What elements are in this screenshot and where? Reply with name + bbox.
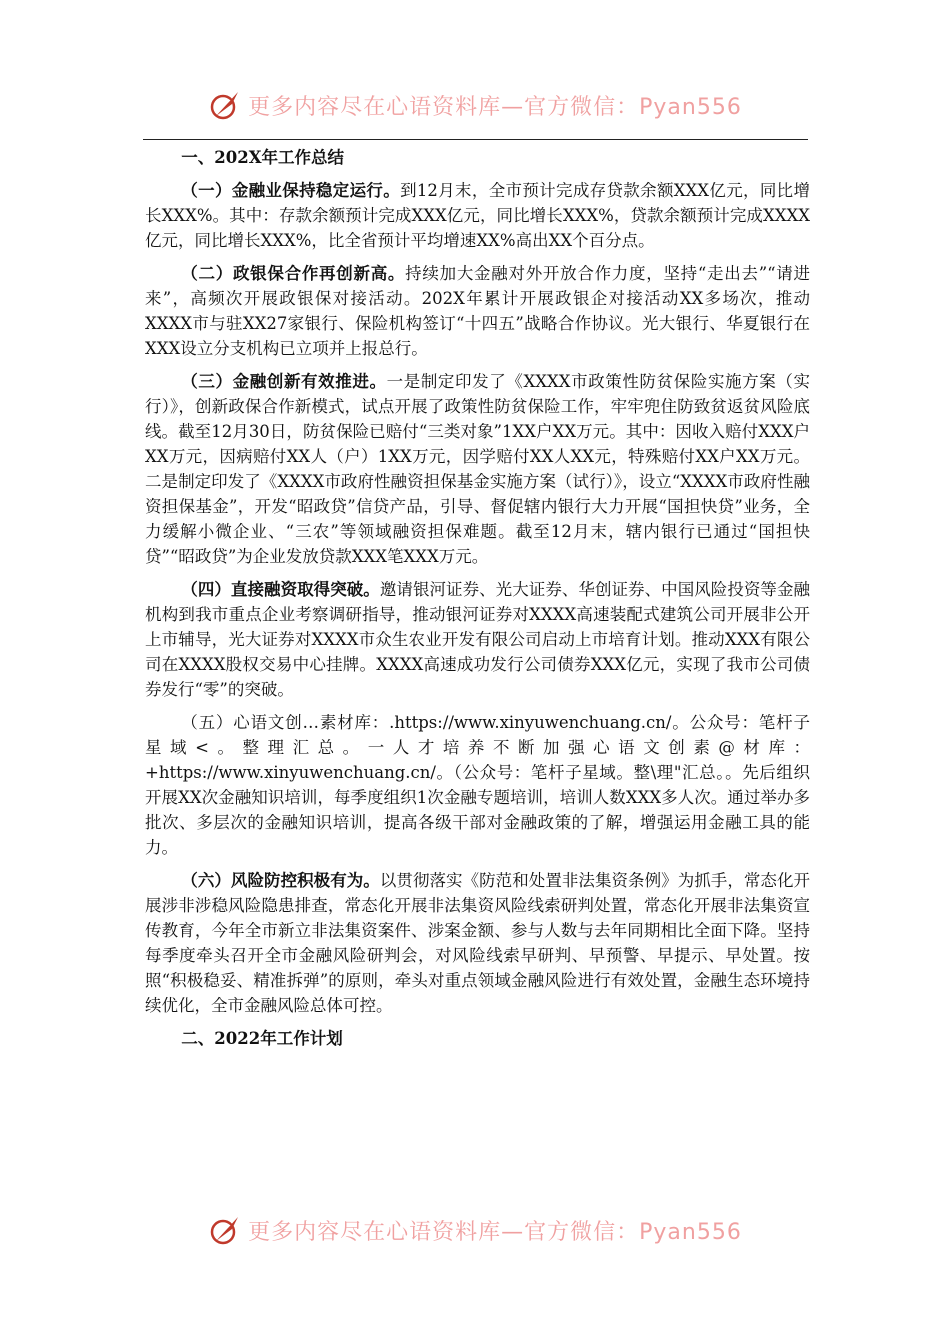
paragraph-text: 持续加大金融对外开放合作力度，坚持“走出去”“请进来”，高频次开展政银保对接活动。202X年累计开展政银企对接活动XX多场次，推动XXXX市与驻XX27家银行、保险机构签订“十四五”战略合作协议。光大银行、华夏银行在XXX设立分支机构已立项并上报总行。 [145, 264, 811, 358]
paragraph-text: （五）心语文创…素材库：.https://www.xinyuwenchuang.cn/。公众号：笔杆子星域<。整理汇总。一人才培养不断加强心语文创素@材库：+https://www.xinyuwenchuang.cn/。（公众号：笔杆子星域。整\理"汇总。。先后组织开展XX次金融知识培训，每季度组织1次金融专题培训，培训人数XXX多人次。通过举办多批次、多层次的金融知识培训，提高各级干部对金融政策的了解，增强运用金融工具的能力。 [145, 713, 810, 857]
paragraph-lead: （四）直接融资取得突破。 [181, 580, 380, 599]
paragraph-1 [145, 178, 810, 253]
paragraph-2 [145, 261, 810, 361]
paragraph-text: 到12月末，全市预计完成存贷款余额XXX亿元，同比增长XXX%。其中：存款余额预计完成XXX亿元，同比增长XXX%，贷款余额预计完成XXXX亿元，同比增长XXX%，比全省预计平均增速XX%高出XX个百分点。 [145, 181, 810, 250]
paragraph-text: 以贯彻落实《防范和处置非法集资条例》为抓手，常态化开展涉非涉稳风险隐患排查，常态化开展非法集资风险线索研判处置，常态化开展非法集资宣传教育，今年全市新立非法集资案件、涉案金额、参与人数与去年同期相比全面下降。坚持每季度牵头召开全市金融风险研判会，对风险线索早研判、早预警、早提示、早处置。按照“积极稳妥、精准拆弹”的原则，牵头对重点领域金融风险进行有效处置，金融生态环境持续优化，全市金融风险总体可控。 [145, 871, 811, 1015]
header-divider [143, 139, 808, 140]
paragraph-3 [145, 369, 810, 569]
quill-logo-icon [208, 1213, 242, 1247]
paragraph-6 [145, 868, 810, 1018]
paragraph-lead: （一）金融业保持稳定运行。 [181, 181, 401, 200]
paragraph-lead: （二）政银保合作再创新高。 [181, 264, 406, 283]
paragraph-text: 一是制定印发了《XXXX市政策性防贫保险实施方案（实行）》，创新政保合作新模式，试点开展了政策性防贫保险工作，牢牢兜住防致贫返贫风险底线。截至12月30日，防贫保险已赔付“三类对象”1XX户XX万元。其中：因收入赔付XXX户XX万元，因病赔付XX人（户）1XX万元，因学赔付XX人XX元，特殊赔付XX户XX万元。二是制定印发了《XXXX市政府性融资担保基金实施方案（试行）》，设立“XXXX市政府性融资担保基金”，开发“昭政贷”信贷产品，引导、督促辖内银行大力开展“国担快贷”业务，全力缓解小微企业、“三农”等领域融资担保难题。截至12月末，辖内银行已通过“国担快贷”“昭政贷”为企业发放贷款XXX笔XXX万元。 [145, 372, 810, 566]
section-1-title: 一、202X年工作总结 [181, 148, 345, 167]
banner-text: 更多内容尽在心语资料库—官方微信：Pyan556 [248, 94, 742, 120]
paragraph-lead: （三）金融创新有效推进。 [181, 372, 387, 391]
paragraph-4 [145, 577, 810, 702]
paragraph-5 [145, 710, 810, 860]
section-2-title: 二、2022年工作计划 [181, 1029, 343, 1048]
footer-banner [0, 1205, 950, 1255]
paragraph-text: 邀请银河证券、光大证券、华创证券、中国风险投资等金融机构到我市重点企业考察调研指导，推动银河证券对XXXX高速装配式建筑公司开展非公开上市辅导，光大证券对XXXX市众生农业开发有限公司启动上市培育计划。推动XXX有限公司在XXXX股权交易中心挂牌。XXXX高速成功发行公司债券XXX亿元，实现了我市公司债券发行“零”的突破。 [145, 580, 811, 699]
header-banner [0, 80, 950, 130]
banner-text: 更多内容尽在心语资料库—官方微信：Pyan556 [248, 1219, 742, 1245]
document-body [145, 145, 810, 1059]
quill-logo-icon [208, 88, 242, 122]
paragraph-lead: （六）风险防控积极有为。 [181, 871, 380, 890]
